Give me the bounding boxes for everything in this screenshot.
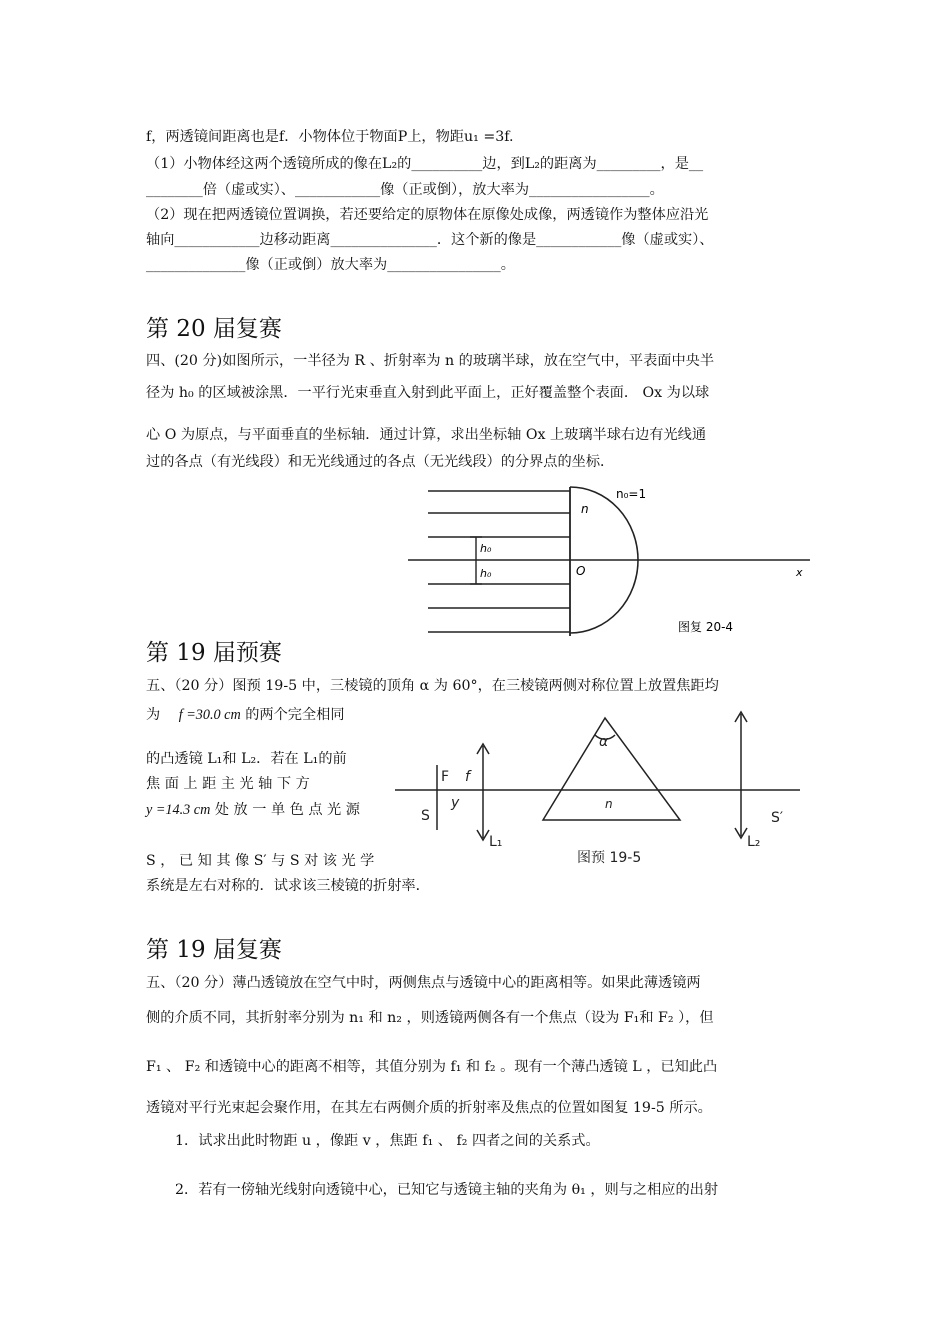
text-line: ________倍（虚或实）、____________像（正或倒），放大率为_________________。 <box>146 182 664 198</box>
section-heading: 第 19 届复赛 <box>146 937 282 963</box>
text-line: 五、（20 分）图预 19-5 中，三棱镜的顶角 α 为 60°，在三棱镜两侧对称位置上放置焦距均 <box>146 678 719 694</box>
figure-caption: 图复 20-4 <box>678 620 734 634</box>
lens2-label: L₂ <box>747 834 761 850</box>
text-line: 透镜对平行光束起会聚作用，在其左右两侧介质的折射率及焦点的位置如图复 19-5 所示。 <box>146 1100 712 1116</box>
text-line: （2）现在把两透镜位置调换，若还要给定的原物体在原像处成像，两透镜作为整体应沿光 <box>146 207 709 223</box>
text-line: 的凸透镜 L₁和 L₂．若在 L₁的前 <box>146 751 347 767</box>
y-label: y <box>451 795 460 811</box>
focal-label: f <box>465 769 470 785</box>
text-line: S ， 已 知 其 像 S′ 与 S 对 该 光 学 <box>146 853 375 869</box>
n0-label: n₀=1 <box>616 487 647 501</box>
text-line: 心 O 为原点，与平面垂直的坐标轴．通过计算，求出坐标轴 Ox 上玻璃半球右边有光线通 <box>146 427 707 443</box>
focal-length: f =30.0 cm <box>178 707 241 723</box>
text-line: ______________像（正或倒）放大率为________________。 <box>146 257 515 273</box>
text-line: 四、(20 分)如图所示，一半径为 R 、折射率为 n 的玻璃半球，放在空气中，平表面中央半 <box>146 353 715 369</box>
hemisphere-figure <box>400 482 820 640</box>
source-distance: y =14.3 cm <box>146 802 211 818</box>
source-label: S <box>421 808 430 824</box>
text-line <box>146 705 345 725</box>
text-fragment: 处 放 一 单 色 点 光 源 <box>214 802 360 818</box>
text-line <box>146 800 360 820</box>
text-line: （1）小物体经这两个透镜所成的像在L₂的__________边，到L₂的距离为_________，是__ <box>146 156 704 172</box>
section-heading: 第 19 届预赛 <box>146 640 282 666</box>
n-label: n <box>605 797 613 811</box>
prism-figure <box>395 710 805 870</box>
section-heading: 第 20 届复赛 <box>146 316 282 342</box>
text-fragment: 为 <box>146 707 161 723</box>
figure-caption: 图预 19-5 <box>577 850 642 866</box>
text-line: 轴向____________边移动距离_______________．这个新的像是____________像（虚或实）、 <box>146 232 714 248</box>
focus-label: F <box>441 769 450 785</box>
text-line: F₁ 、 F₂ 和透镜中心的距离不相等，其值分别为 f₁ 和 f₂ 。现有一个薄凸透镜 L ，已知此凸 <box>146 1059 718 1075</box>
h0-label: h₀ <box>480 567 492 580</box>
text-line: 侧的介质不同，其折射率分别为 n₁ 和 n₂ ，则透镜两侧各有一个焦点（设为 F₁和 F₂ ），但 <box>146 1010 714 1026</box>
text-line: 五、（20 分）薄凸透镜放在空气中时，两侧焦点与透镜中心的距离相等。如果此薄透镜两 <box>146 975 701 991</box>
h0-label: h₀ <box>480 542 492 555</box>
text-line: 径为 h₀ 的区域被涂黑．一平行光束垂直入射到此平面上，正好覆盖整个表面． Ox 为以球 <box>146 385 710 401</box>
text-line: 焦 面 上 距 主 光 轴 下 方 <box>146 776 310 792</box>
origin-label: O <box>576 564 586 578</box>
lens1-label: L₁ <box>489 834 503 850</box>
text-line: 系统是左右对称的．试求该三棱镜的折射率． <box>146 878 430 894</box>
x-axis-label: x <box>796 566 803 579</box>
image-label: S′ <box>771 810 784 826</box>
text-fragment: 的两个完全相同 <box>245 707 345 723</box>
question-item: 1．试求出此时物距 u ，像距 v ，焦距 f₁ 、 f₂ 四者之间的关系式。 <box>175 1133 600 1149</box>
question-item: 2．若有一傍轴光线射向透镜中心，已知它与透镜主轴的夹角为 θ₁ ，则与之相应的出射 <box>175 1182 719 1198</box>
alpha-label: α <box>599 734 609 750</box>
n-label: n <box>581 502 589 516</box>
text-line: 过的各点（有光线段）和无光线通过的各点（无光线段）的分界点的坐标． <box>146 454 615 470</box>
text-line: f，两透镜间距离也是f．小物体位于物面P上，物距u₁ =3f. <box>146 129 514 145</box>
